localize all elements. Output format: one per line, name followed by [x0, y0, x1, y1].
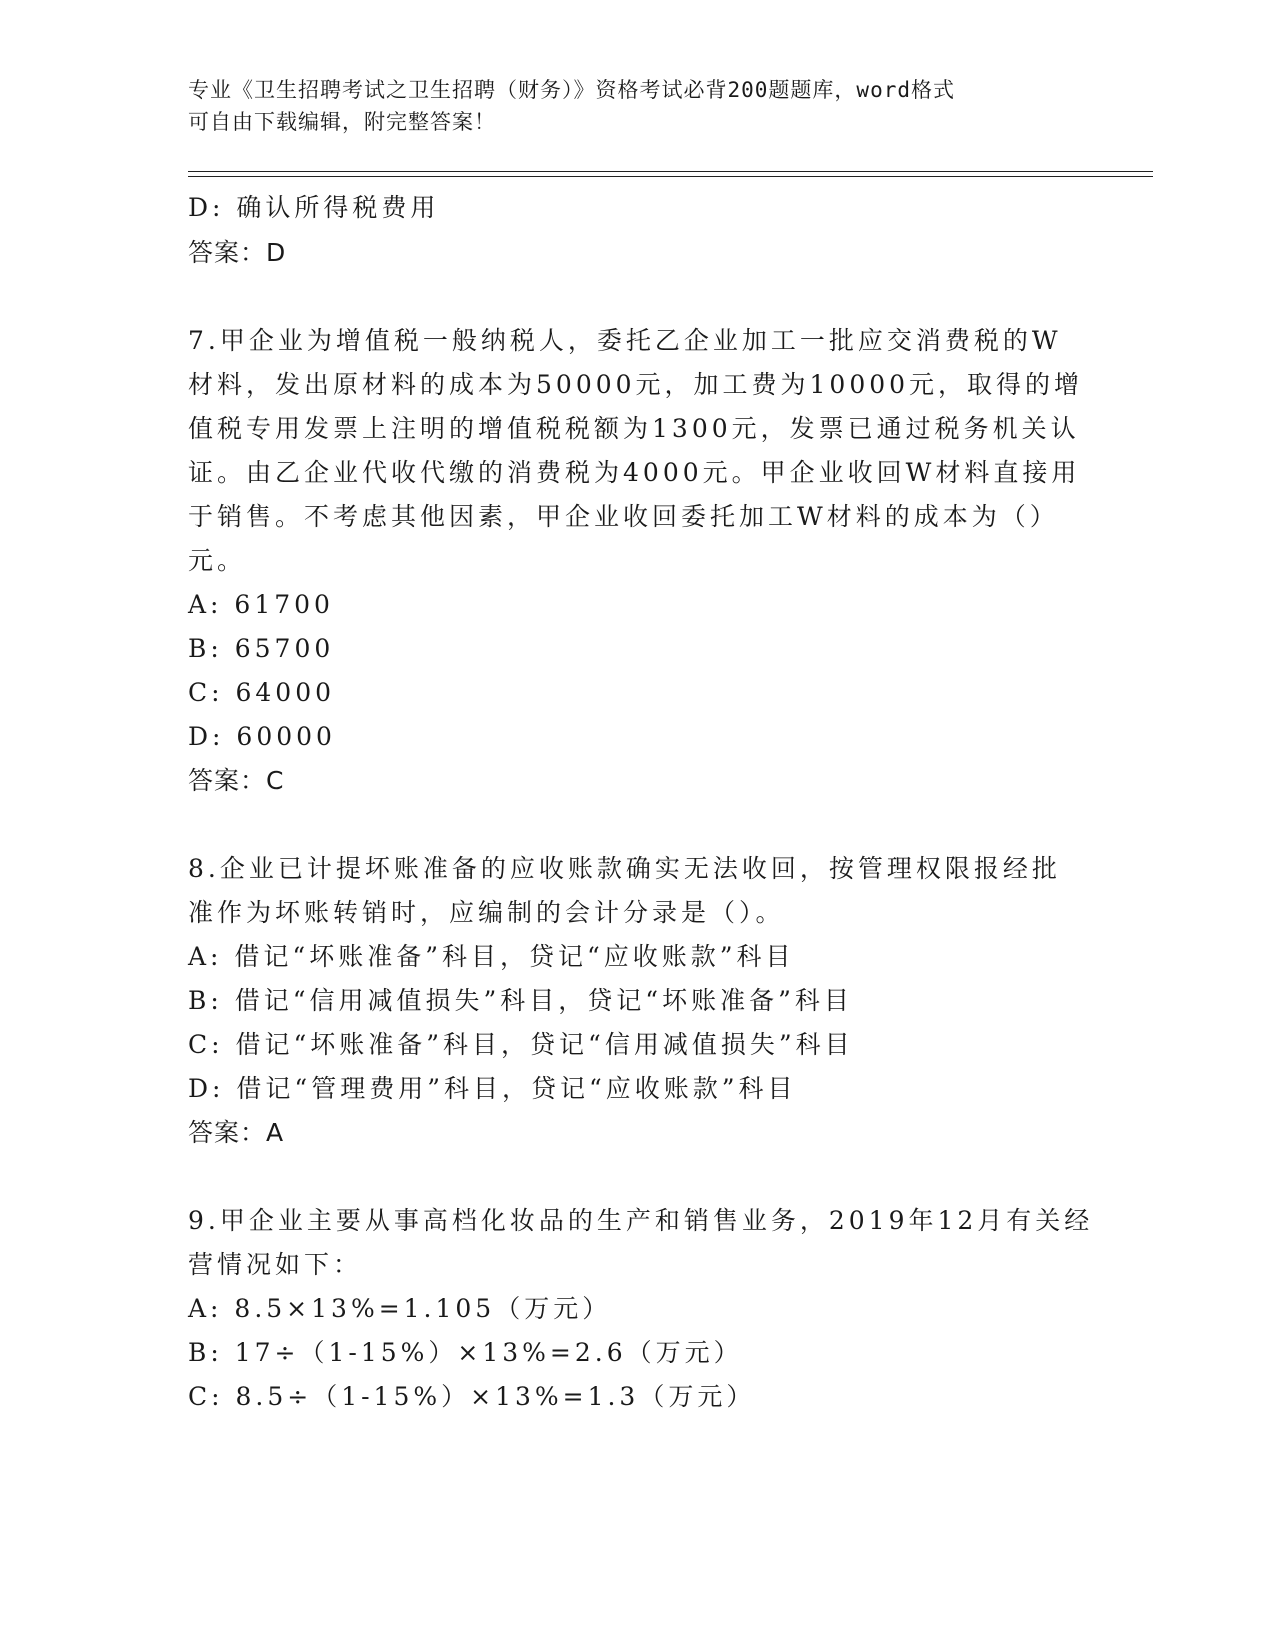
- q8-option-c: C: 借记“坏账准备”科目，贷记“信用减值损失”科目: [188, 1030, 854, 1059]
- prev-question-answer: 答案：D: [188, 238, 287, 267]
- q7-stem-line-5: 于销售。不考虑其他因素，甲企业收回委托加工W材料的成本为（）: [188, 502, 1059, 531]
- q9-option-b: B: 17÷（1-15%）×13%=2.6（万元）: [188, 1338, 743, 1367]
- header-title-line-2: 可自由下载编辑，附完整答案！: [188, 110, 496, 134]
- q7-option-d: D: 60000: [188, 722, 336, 751]
- q8-option-d: D: 借记“管理费用”科目，贷记“应收账款”科目: [188, 1074, 797, 1103]
- q9-option-a: A: 8.5×13%=1.105（万元）: [188, 1294, 612, 1323]
- header-title-line-1: 专业《卫生招聘考试之卫生招聘（财务）》资格考试必背200题题库，word格式: [188, 78, 955, 102]
- q7-answer: 答案：C: [188, 766, 285, 795]
- q7-stem-line-2: 材料，发出原材料的成本为50000元，加工费为10000元，取得的增: [188, 370, 1084, 399]
- q8-option-b: B: 借记“信用减值损失”科目，贷记“坏账准备”科目: [188, 986, 853, 1015]
- q9-option-c: C: 8.5÷（1-15%）×13%=1.3（万元）: [188, 1382, 756, 1411]
- q7-stem-line-3: 值税专用发票上注明的增值税税额为1300元，发票已通过税务机关认: [188, 414, 1080, 443]
- q7-option-a: A: 61700: [188, 590, 334, 619]
- header-rule-top: [188, 171, 1153, 172]
- q8-stem-line-2: 准作为坏账转销时，应编制的会计分录是（）。: [188, 898, 785, 927]
- header-rule-bottom: [188, 176, 1153, 177]
- q7-option-c: C: 64000: [188, 678, 336, 707]
- q7-stem-line-6: 元。: [188, 546, 247, 575]
- q7-stem-line-4: 证。由乙企业代收代缴的消费税为4000元。甲企业收回W材料直接用: [188, 458, 1081, 487]
- q8-option-a: A: 借记“坏账准备”科目，贷记“应收账款”科目: [188, 942, 795, 971]
- document-header: [188, 74, 1068, 138]
- q8-answer: 答案：A: [188, 1118, 285, 1147]
- q7-stem-line-1: 7.甲企业为增值税一般纳税人，委托乙企业加工一批应交消费税的W: [188, 326, 1062, 355]
- q7-option-b: B: 65700: [188, 634, 335, 663]
- q9-stem-line-1: 9.甲企业主要从事高档化妆品的生产和销售业务，2019年12月有关经: [188, 1206, 1094, 1235]
- q8-stem-line-1: 8.企业已计提坏账准备的应收账款确实无法收回，按管理权限报经批: [188, 854, 1061, 883]
- q9-stem-line-2: 营情况如下：: [188, 1250, 363, 1279]
- prev-question-option-d: D: 确认所得税费用: [188, 193, 440, 222]
